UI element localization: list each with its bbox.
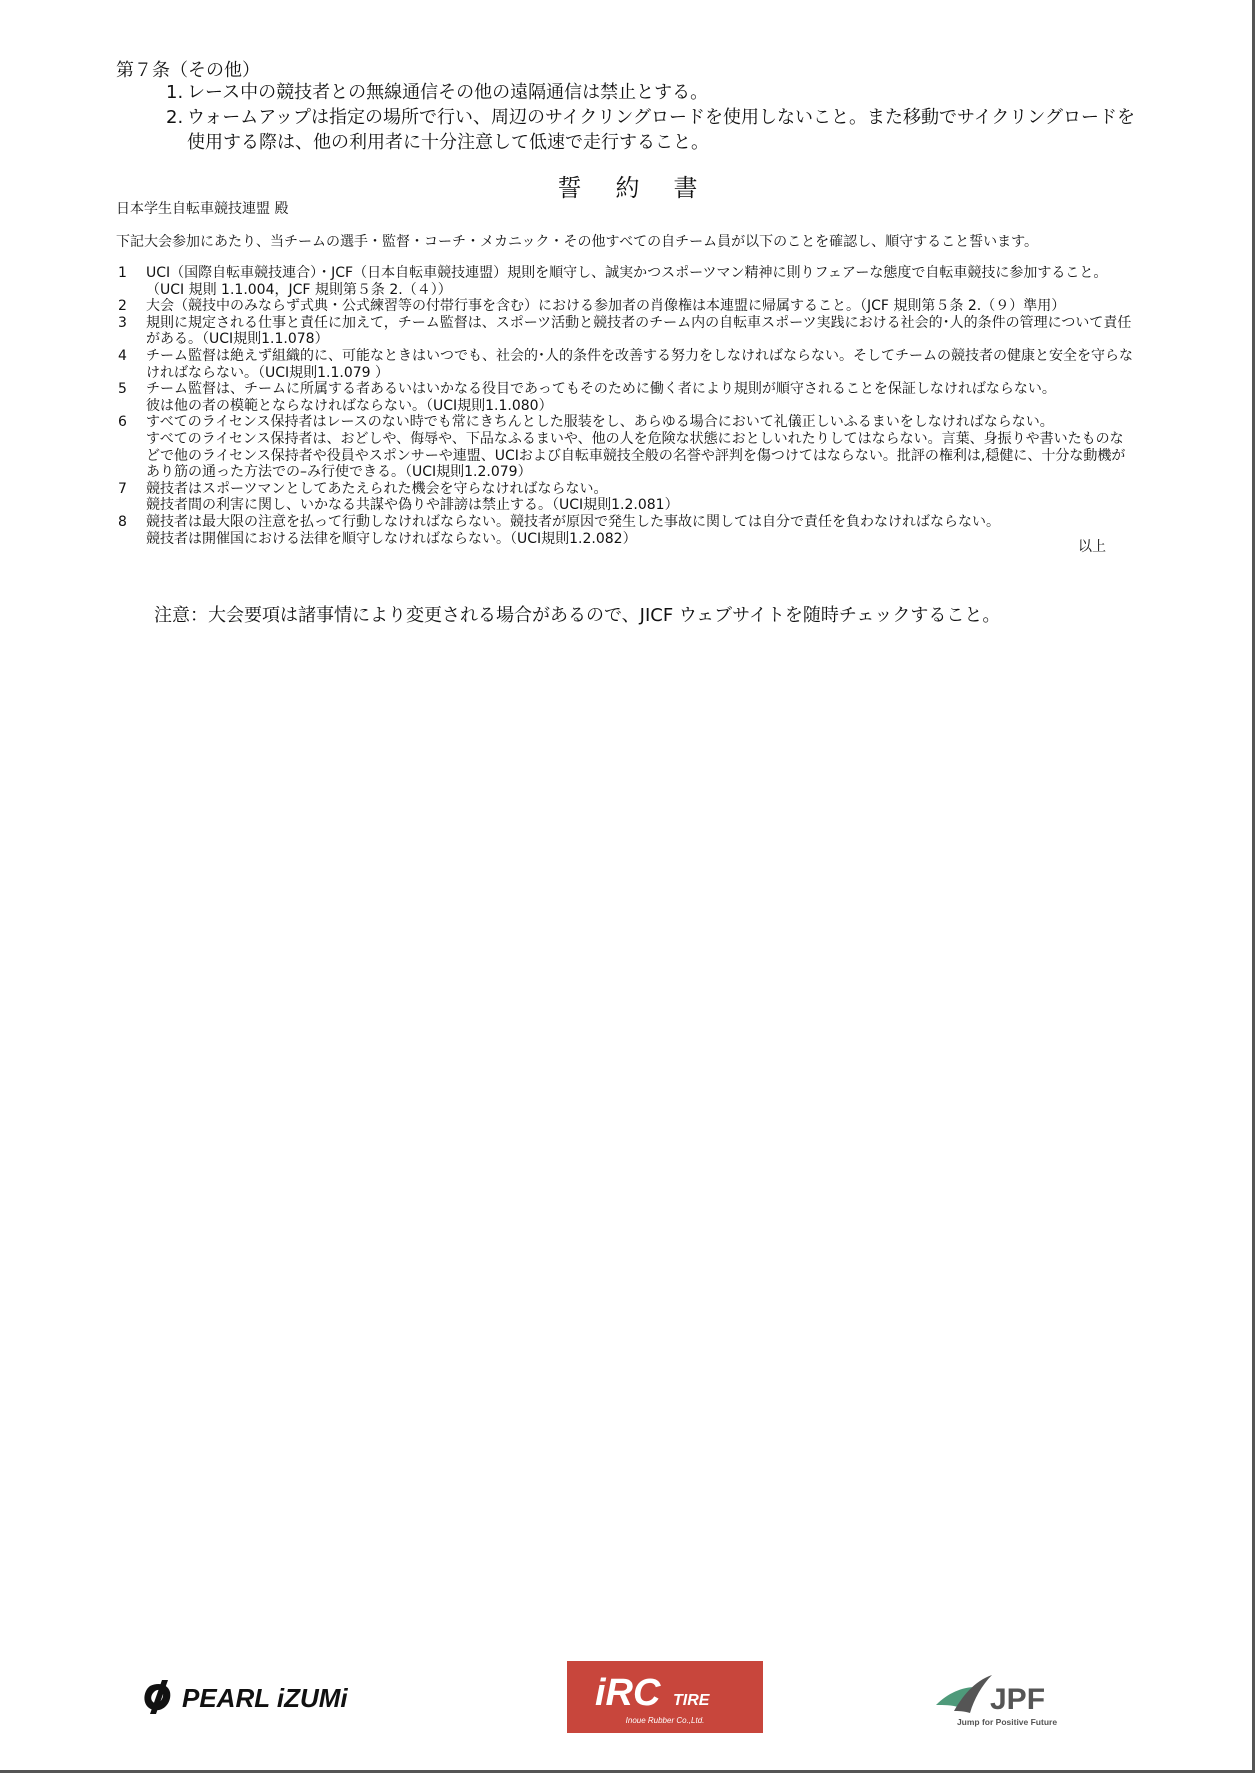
oath-item-text: 競技者はスポーツマンとしてあたえられた機会を守らなければならない。 [146,480,608,497]
oath-item-text: チーム監督は絶えず組織的に、可能なときはいつでも、社会的･人的条件を改善する努力をしなければならない。そしてチームの競技者の健康と安全を守らなければならない。（UCI規則1.1.079 ） [146,347,1133,381]
oath-item [116,315,1136,348]
oath-item-text: すべてのライセンス保持者はレースのない時でも常にきちんとした服装をし、あらゆる場合において礼儀正しいふるまいをしなければならない。 [146,414,1054,431]
article-item-text: レース中の競技者との無線通信その他の遠隔通信は禁止とする。 [187,82,709,103]
oath-item [116,381,1136,414]
article-item-text: ウォームアップは指定の場所で行い、周辺のサイクリングロードを使用しないこと。また移動でサイクリングロードを使用する際は、他の利用者に十分注意して低速で走行すること。 [187,107,1136,153]
oath-item-text: チーム監督は、チームに所属する者あるいはいかなる役目であってもそのために働く者により規則が順守されることを保証しなければならない。 [146,381,1056,398]
irc-tire-logo [567,1661,763,1733]
notice-text: 注意：大会要項は諸事情により変更される場合があるので、JICF ウェブサイトを随時チェックすること。 [154,605,1001,626]
oath-item [116,298,1136,315]
oath-item-number: 1 [118,265,127,281]
irc-company-name: Inoue Rubber Co.,Ltd. [625,1716,705,1725]
oath-item-text: すべてのライセンス保持者は、おどしや、侮辱や、下品なふるまいや、他の人を危険な状態におとしいれたりしてはならない。言葉、身振りや書いたものなどで他のライセンス保持者や役員やスポンサーや連盟、UCIおよび自転車競技全般の名誉や評判を傷つけてはならない。批評の権利は,穏健に、十分な動機があり筋の通った方法での–み行使できる。（UCI規則1.2.079） [146,430,1126,481]
oath-item-text: UCI（国際自転車競技連合）・JCF（日本自転車競技連盟）規則を順守し、誠実かつスポーツマン精神に則りフェアーな態度で自転車競技に参加すること。（UCI 規則 1.1.004，JCF 規則第５条 2.（４）） [146,265,1108,298]
pearl-izumi-mark-icon [144,1680,170,1714]
oath-item-text: 競技者は最大限の注意を払って行動しなければならない。競技者が原因で発生した事故に関しては自分で責任を負わなければならない。 [146,513,1000,530]
oath-item [116,348,1136,381]
oath-title: 誓約書 [557,174,732,202]
oath-item-number: 6 [118,414,127,431]
oath-item-text: 彼は他の者の模範とならなければならない。（UCI規則1.1.080） [146,397,553,414]
jpf-tagline: Jump for Positive Future [956,1717,1058,1727]
oath-item-text: 競技者は開催国における法律を順守しなければならない。（UCI規則1.2.082） [146,530,637,547]
article-list [166,80,1136,155]
oath-item-text: 競技者間の利害に関し、いかなる共謀や偽りや誹謗は禁止する。（UCI規則1.2.081） [146,497,679,514]
irc-wordmark: iRC [595,1672,661,1714]
oath-item-number: 5 [118,381,127,398]
article-item-number: 1. [166,82,184,103]
oath-item-number: 7 [118,480,127,497]
article-title: 第７条（その他） [116,60,260,81]
jpf-wordmark: JPF [990,1683,1046,1716]
oath-list [116,265,1136,547]
pearl-izumi-logo [142,1678,378,1716]
pearl-izumi-wordmark: PEARL iZUMi [182,1683,348,1713]
oath-item [116,414,1136,480]
oath-intro: 下記大会参加にあたり、当チームの選手・監督・コーチ・メカニック・その他すべての自チーム員が以下のことを確認し、順守すること誓います。 [116,234,1039,250]
irc-tire-wordmark: TIRE [673,1692,710,1709]
jpf-swoosh-icon [936,1675,992,1713]
article-item [166,80,1136,105]
jpf-logo [932,1671,1082,1729]
oath-item [116,265,1136,298]
article-item-number: 2. [166,107,184,128]
oath-item-text: 規則に規定される仕事と責任に加えて，チーム監督は、スポーツ活動と競技者のチーム内の自転車スポーツ実践における社会的･人的条件の管理について責任がある。（UCI規則1.1.078） [146,314,1132,348]
article-item [166,105,1136,155]
oath-item-number: 3 [118,314,127,331]
oath-item-text: 大会（競技中のみならず式典・公式練習等の付帯行事を含む）における参加者の肖像権は本連盟に帰属すること。（JCF 規則第５条 2.（９）準用） [146,298,1066,315]
oath-item-number: 4 [118,347,127,364]
oath-item-number: 2 [118,298,127,315]
oath-item [116,481,1136,514]
oath-item-number: 8 [118,513,127,530]
oath-closing: 以上 [1078,539,1106,555]
oath-addressee: 日本学生自転車競技連盟 殿 [116,201,289,217]
oath-item [116,514,1136,547]
